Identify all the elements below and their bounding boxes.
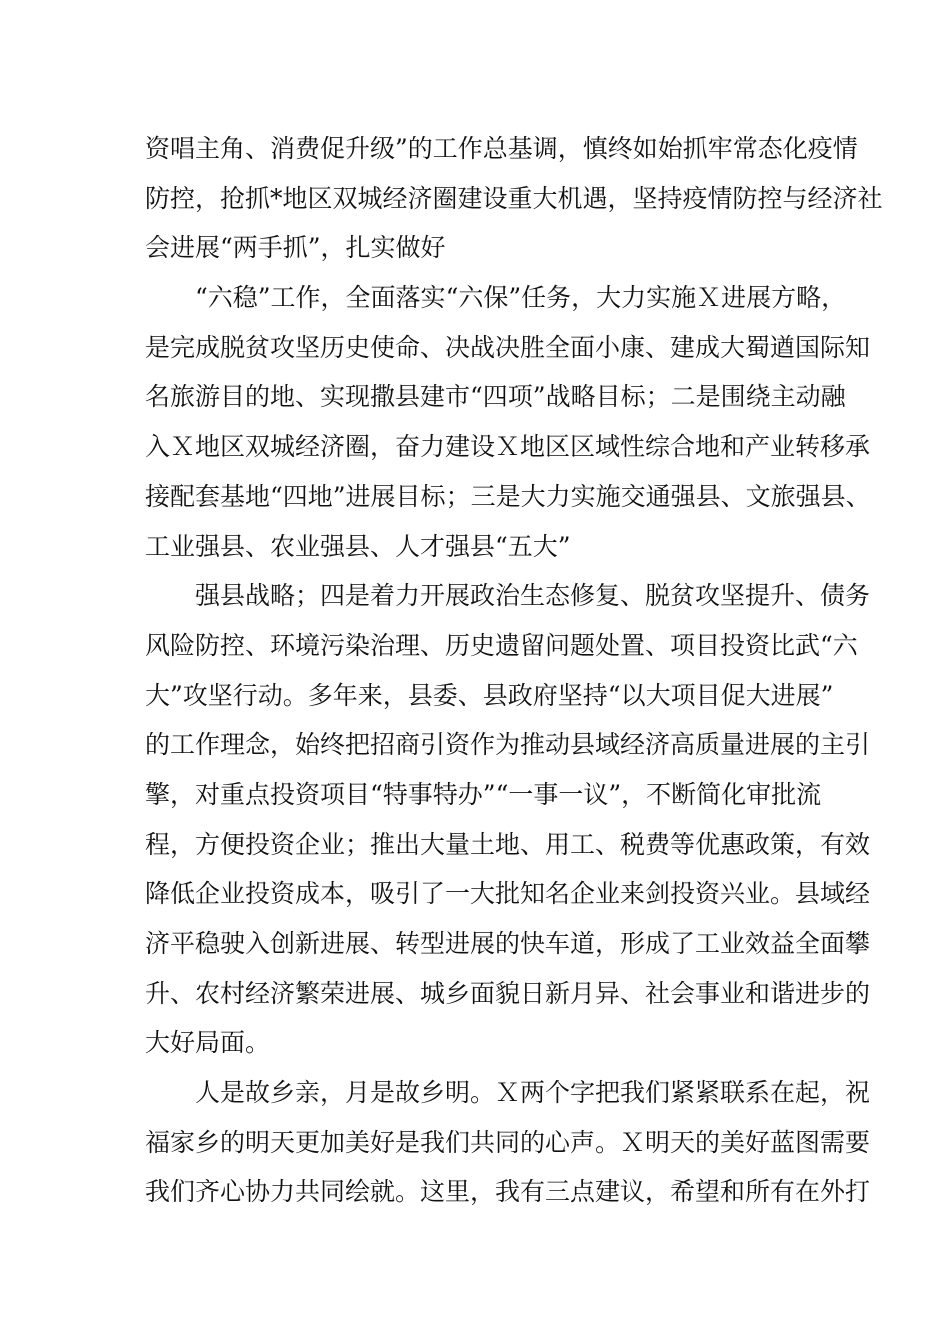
text-line: 福家乡的明天更加美好是我们共同的心声。Ｘ明天的美好蓝图需要: [145, 1127, 871, 1157]
text-line: 的工作理念，始终把招商引资作为推动县域经济高质量进展的主引: [145, 730, 871, 760]
text-line: 我们齐心协力共同绘就。这里，我有三点建议，希望和所有在外打: [145, 1177, 871, 1207]
text-line: 名旅游目的地、实现撒县建市“四项”战略目标；二是围绕主动融: [145, 382, 846, 412]
text-line: “六稳”工作，全面落实“六保”任务，大力实施Ｘ进展方略，: [145, 283, 847, 313]
text-line: 升、农村经济繁荣进展、城乡面貌日新月异、社会事业和谐进步的: [145, 978, 871, 1008]
text-line: 资唱主角、消费促升级”的工作总基调，慎终如始抓牢常态化疫情: [145, 134, 858, 163]
text-line: 济平稳驶入创新进展、转型进展的快车道，形成了工业效益全面攀: [145, 929, 871, 958]
text-line: 擎，对重点投资项目“特事特办”“一事一议”，不断简化审批流: [145, 779, 822, 809]
text-line: 程，方便投资企业；推出大量土地、用工、税费等优惠政策，有效: [145, 829, 871, 859]
text-line: 大”攻坚行动。多年来，县委、县政府坚持“以大项目促大进展”: [145, 680, 834, 710]
text-line: 强县战略；四是着力开展政治生态修复、脱贫攻坚提升、债务: [145, 581, 871, 611]
text-line: 会进展“两手抓”，扎实做好: [145, 233, 446, 263]
text-line: 大好局面。: [145, 1028, 271, 1058]
text-line: 人是故乡亲，月是故乡明。Ｘ两个字把我们紧紧联系在起，祝: [145, 1078, 871, 1108]
text-line: 风险防控、环境污染治理、历史遗留问题处置、项目投资比武“六: [145, 630, 858, 660]
body-text: [145, 124, 883, 1217]
text-line: 防控，抢抓*地区双城经济圈建设重大机遇，坚持疫情防控与经济社: [145, 183, 883, 213]
text-line: 入Ｘ地区双城经济圈，奋力建设Ｘ地区区域性综合地和产业转移承: [145, 432, 871, 462]
text-line: 接配套基地“四地”进展目标；三是大力实施交通强县、文旅强县、: [145, 481, 871, 511]
text-line: 降低企业投资成本，吸引了一大批知名企业来剑投资兴业。县域经: [145, 879, 871, 909]
text-line: 是完成脱贫攻坚历史使命、决战决胜全面小康、建成大蜀遒国际知: [145, 332, 871, 362]
text-line: 工业强县、农业强县、人才强县“五大”: [145, 531, 571, 561]
